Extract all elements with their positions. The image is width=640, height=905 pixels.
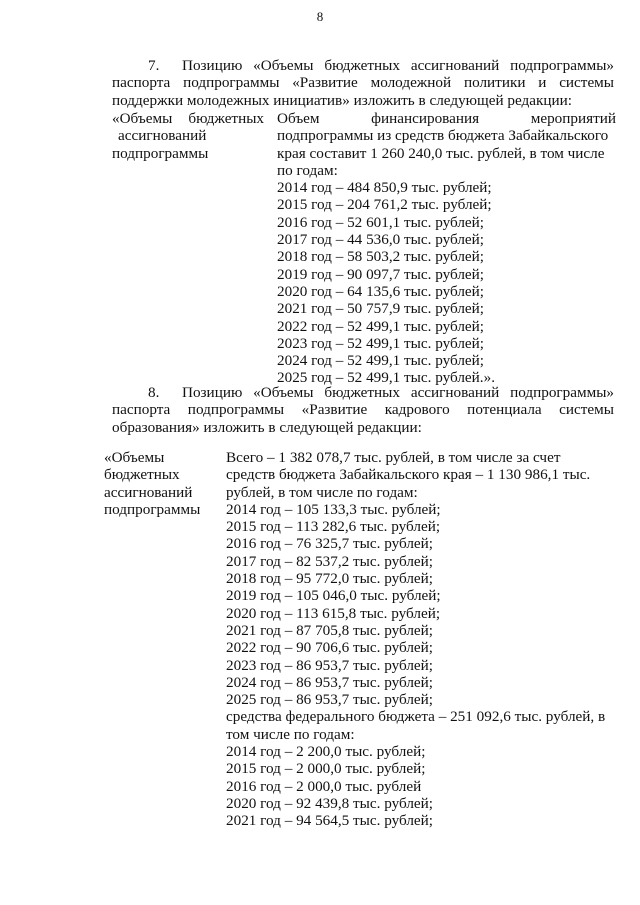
item-7-year-line: 2021 год – 50 757,9 тыс. рублей;: [277, 300, 485, 318]
item-7-value-cell: [277, 110, 616, 387]
item-8-federal-year-line: 2015 год – 2 000,0 тыс. рублей;: [226, 760, 426, 778]
page-number: 8: [316, 9, 324, 24]
item-8-regional-year-line: 2016 год – 76 325,7 тыс. рублей;: [226, 535, 434, 553]
item-8-regional-year-line: 2019 год – 105 046,0 тыс. рублей;: [226, 587, 441, 605]
item-8-regional-year-line: 2020 год – 113 615,8 тыс. рублей;: [226, 604, 441, 622]
item-7-year-line: 2025 год – 52 499,1 тыс. рублей.».: [277, 369, 495, 387]
item-8-regional-year-line: 2024 год – 86 953,7 тыс. рублей;: [226, 673, 434, 691]
item-8-regional-year-line: 2021 год – 87 705,8 тыс. рублей;: [226, 621, 434, 639]
item-8-regional-year-line: 2014 год – 105 133,3 тыс. рублей;: [226, 500, 441, 518]
item-7-year-line: 2017 год – 44 536,0 тыс. рублей;: [277, 231, 485, 249]
item-8-regional-year-line: 2023 год – 86 953,7 тыс. рублей;: [226, 656, 434, 674]
item-8-regional-year-line: 2022 год – 90 706,6 тыс. рублей;: [226, 639, 434, 657]
item-7-year-line: 2024 год – 52 499,1 тыс. рублей;: [277, 352, 485, 370]
item-8-federal-year-line: 2016 год – 2 000,0 тыс. рублей: [226, 777, 422, 795]
item-8-value-line: Всего – 1 382 078,7 тыс. рублей, в том числе за счет: [226, 449, 561, 466]
item-7-year-line: 2018 год – 58 503,2 тыс. рублей;: [277, 248, 485, 266]
item-7-value-line: Объем финансирования мероприятий: [277, 110, 616, 127]
item-7-value-line: подпрограммы из средств бюджета Забайкальского: [277, 127, 609, 145]
item-8-value-line: рублей, в том числе по годам:: [226, 483, 418, 501]
item-8-regional-year-line: 2018 год – 95 772,0 тыс. рублей;: [226, 570, 434, 588]
item-7-year-line: 2020 год – 64 135,6 тыс. рублей;: [277, 282, 485, 300]
item-7-label-line: «Объемы бюджетных: [112, 110, 264, 127]
item-8-label-line: «Объемы: [104, 449, 165, 466]
item-7-value-line: по годам:: [277, 161, 338, 179]
item-8-label-line: бюджетных: [104, 466, 180, 484]
item-8-regional-year-line: 2017 год – 82 537,2 тыс. рублей;: [226, 552, 434, 570]
item-7-year-line: 2015 год – 204 761,2 тыс. рублей;: [277, 196, 492, 214]
item-8-federal-year-line: 2020 год – 92 439,8 тыс. рублей;: [226, 794, 434, 812]
item-8-table: [104, 449, 616, 830]
item-8-federal-year-line: 2021 год – 94 564,5 тыс. рублей;: [226, 812, 434, 830]
item-8-value-cell: [226, 449, 616, 830]
item-7-value-line: края составит 1 260 240,0 тыс. рублей, в том числе: [277, 144, 605, 162]
item-8-label-line: ассигнований: [104, 483, 193, 501]
item-7-year-line: 2019 год – 90 097,7 тыс. рублей;: [277, 265, 485, 283]
item-8-label-line: подпрограммы: [104, 500, 201, 518]
item-7-year-line: 2016 год – 52 601,1 тыс. рублей;: [277, 213, 485, 231]
item-7-year-line: 2022 год – 52 499,1 тыс. рублей;: [277, 317, 485, 335]
item-8-text: Позицию «Объемы бюджетных ассигнований подпрограммы» паспорта подпрограммы «Развитие кадрового потенциала системы образования» изложить в следующей редакции:: [112, 384, 614, 436]
item-8-federal-intro-line: том числе по годам:: [226, 725, 355, 743]
item-7-table: [112, 110, 616, 387]
item-7-paragraph: [112, 57, 614, 109]
item-8-label-cell: [104, 449, 226, 830]
item-8-paragraph: [112, 384, 614, 436]
item-7-label-line: ассигнований: [118, 127, 207, 145]
item-8-value-line: средств бюджета Забайкальского края – 1 130 986,1 тыс.: [226, 466, 591, 484]
item-8-regional-year-line: 2015 год – 113 282,6 тыс. рублей;: [226, 518, 441, 536]
item-8-regional-year-line: 2025 год – 86 953,7 тыс. рублей;: [226, 691, 434, 709]
item-7-year-line: 2014 год – 484 850,9 тыс. рублей;: [277, 179, 492, 197]
item-7-label-line: подпрограммы: [112, 144, 209, 162]
item-8-number: 8.: [148, 384, 160, 401]
item-8-federal-year-line: 2014 год – 2 200,0 тыс. рублей;: [226, 743, 426, 761]
item-7-text: Позицию «Объемы бюджетных ассигнований подпрограммы» паспорта подпрограммы «Развитие молодежной политики и системы поддержки молодежных инициатив» изложить в следующей редакции:: [112, 57, 614, 109]
item-7-number: 7.: [148, 57, 160, 74]
item-7-year-line: 2023 год – 52 499,1 тыс. рублей;: [277, 334, 485, 352]
item-7-label-cell: [112, 110, 277, 387]
item-8-federal-intro-line: средства федерального бюджета – 251 092,6 тыс. рублей, в: [226, 708, 606, 726]
